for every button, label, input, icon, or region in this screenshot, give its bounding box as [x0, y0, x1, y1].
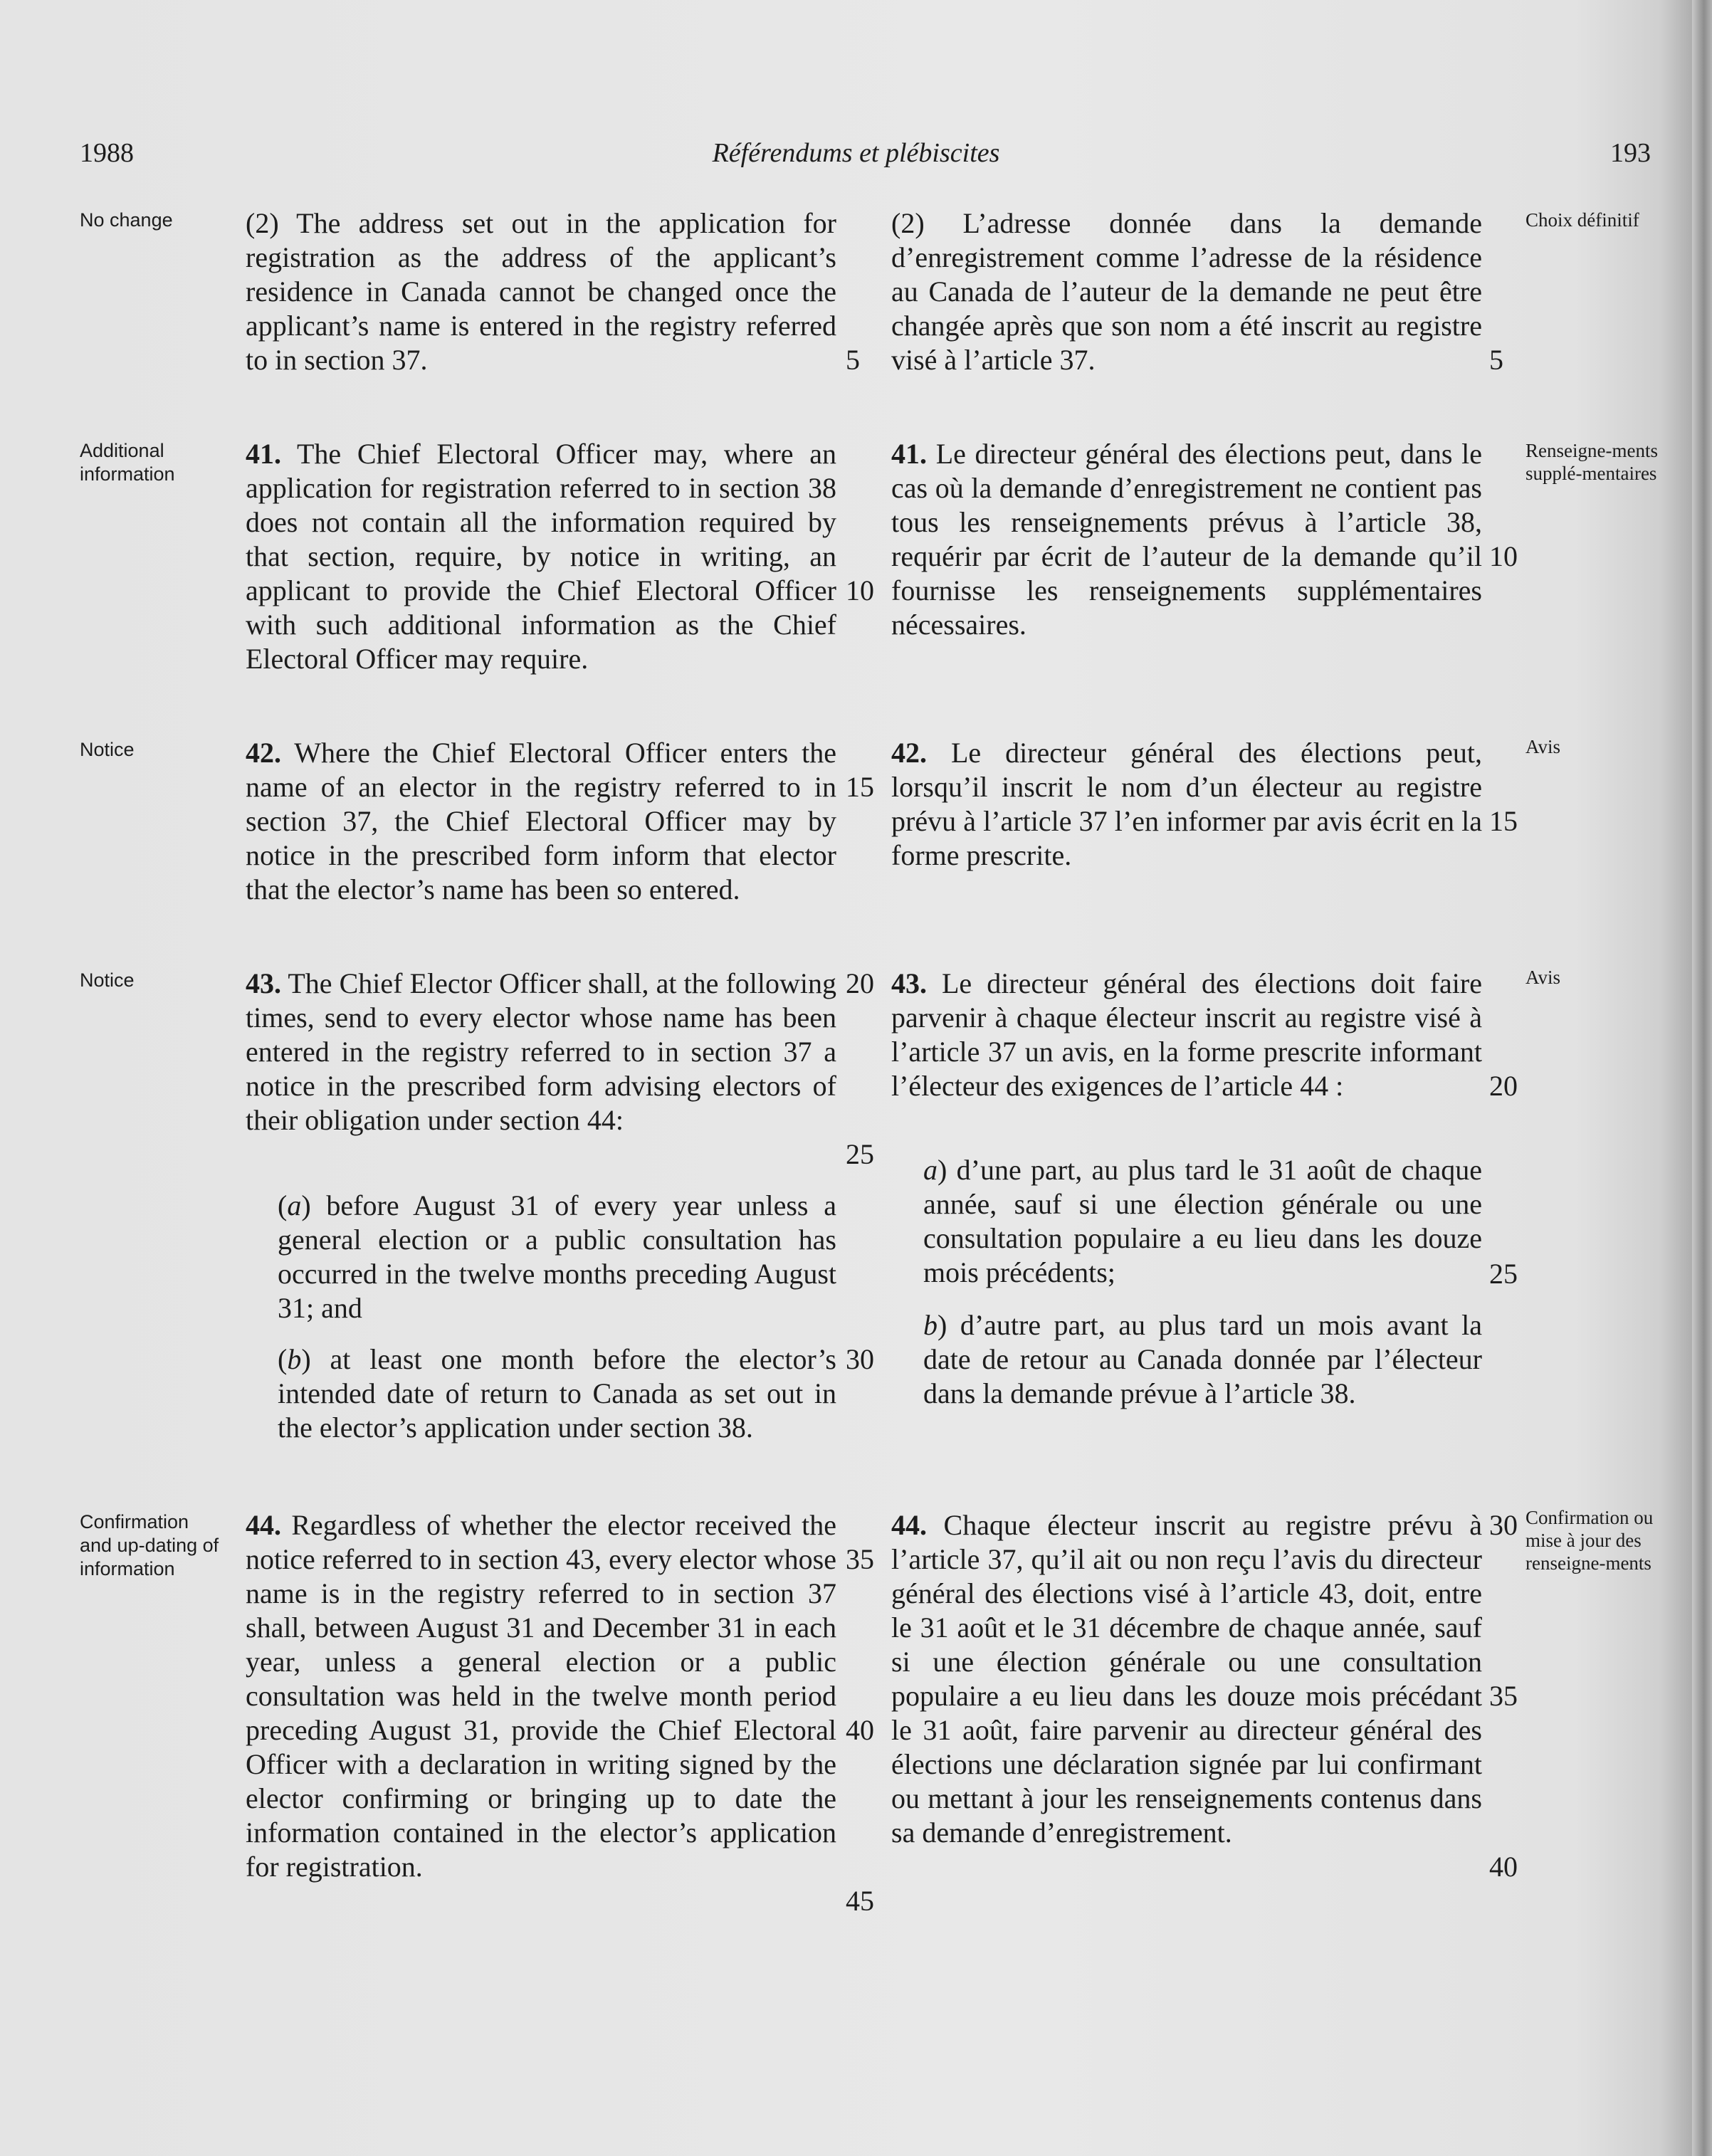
page-number: 193	[1610, 138, 1651, 168]
line-number: 25	[846, 1138, 874, 1170]
section-number: 42.	[246, 737, 281, 769]
header-title: Référendums et plébiscites	[712, 138, 1000, 168]
fr-paragraph-b: b) d’autre part, au plus tard un mois avant la date de retour au Canada donnée par l’électeur dans la demande prévue à l’article 38.	[923, 1309, 1482, 1409]
line-number: 30	[846, 1343, 874, 1375]
line-number: 30	[1489, 1509, 1518, 1541]
margin-note-fr: Avis	[1525, 736, 1561, 757]
en-text: The Chief Elector Officer shall, at the following times, send to every elector whose name has been entered in the registry referred to in section 37 a notice in the prescribed form advising electors of their obligation under section 44:	[246, 967, 836, 1136]
en-section-41	[246, 437, 836, 676]
en-section-40-2	[246, 206, 836, 377]
line-number: 25	[1489, 1258, 1518, 1290]
en-section-42	[246, 736, 836, 907]
section-number: 41.	[891, 438, 927, 470]
en-text: before August 31 of every year unless a general election or a public consultation has occurred in the twelve months preceding August 31; and	[278, 1189, 836, 1324]
en-text: The Chief Electoral Officer may, where an application for registration referred to in section 38 does not contain all the information required by that section, require, by notice in writing, an applicant to provide the Chief Electoral Officer with such additional information as the Chief Electoral Officer may require.	[246, 438, 836, 675]
en-section-44	[246, 1508, 836, 1884]
line-number: 45	[846, 1885, 874, 1917]
paragraph-label: b	[923, 1309, 938, 1341]
section-number: 44.	[246, 1509, 281, 1541]
paragraph-label: b	[287, 1343, 302, 1375]
margin-note-fr: Choix définitif	[1525, 209, 1639, 231]
line-number: 10	[846, 574, 874, 606]
margin-note-fr: Confirmation ou mise à jour des renseigne-ments	[1525, 1507, 1654, 1574]
margin-note-en: Confirmation and up-dating of information	[80, 1511, 219, 1579]
fr-section-44	[891, 1508, 1482, 1850]
en-text: at least one month before the elector’s intended date of return to Canada as set out in the elector’s application under section 38.	[278, 1343, 837, 1444]
section-number: 41.	[246, 438, 281, 470]
fr-section-40-2	[891, 206, 1482, 377]
fr-text: Le directeur général des élections peut, dans le cas où la demande d’enregistrement ne contient pas tous les renseignements prévus à l’article 38, requérir par écrit de l’auteur de la demande qu’il fournisse les renseignements supplémentaires nécessaires.	[891, 438, 1482, 641]
margin-note-fr: Renseigne-ments supplé-mentaires	[1525, 440, 1658, 484]
en-paragraph-b: (b) at least one month before the elector’s intended date of return to Canada as set out in the elector’s application under section 38.	[278, 1343, 837, 1444]
line-number: 15	[846, 771, 874, 803]
en-text: (2) The address set out in the application for registration as the address of the applicant’s residence in Canada cannot be changed once the applicant’s name is entered in the registry referred to in section 37.	[246, 207, 836, 376]
section-number: 43.	[891, 967, 927, 999]
margin-note-en: Additional information	[80, 440, 175, 485]
paragraph-label: a	[287, 1189, 302, 1221]
line-number: 20	[846, 967, 874, 999]
margin-note-en: Notice	[80, 739, 135, 760]
line-number: 35	[1489, 1680, 1518, 1712]
line-number: 5	[846, 344, 860, 376]
line-number: 20	[1489, 1070, 1518, 1102]
paragraph-label: a	[923, 1154, 938, 1186]
fr-text: d’autre part, au plus tard un mois avant la date de retour au Canada donnée par l’électeur dans la demande prévue à l’article 38.	[923, 1309, 1482, 1409]
en-section-43	[246, 967, 836, 1137]
line-number: 15	[1489, 805, 1518, 837]
line-number: 5	[1489, 344, 1503, 376]
line-number: 35	[846, 1543, 874, 1575]
line-number: 40	[1489, 1851, 1518, 1883]
line-number: 40	[846, 1714, 874, 1746]
fr-text: Chaque électeur inscrit au registre prévu à l’article 37, qu’il ait ou non reçu l’avis du directeur général des élections visé à l’article 43, doit, entre le 31 août et le 31 décembre de chaque année, sauf si une élection générale ou une consultation populaire a eu lieu dans les douze mois précédant le 31 août, faire parvenir au directeur général des élections une déclaration signée par lui confirmant ou mettant à jour les renseignements contenus dans sa demande d’enregistrement.	[891, 1509, 1483, 1849]
fr-text: Le directeur général des élections doit faire parvenir à chaque électeur inscrit au registre visé à l’article 37 un avis, en la forme prescrite informant l’électeur des exigences de l’article 44 :	[891, 967, 1482, 1102]
margin-note-fr: Avis	[1525, 967, 1561, 988]
en-text: Regardless of whether the elector received the notice referred to in section 43, every elector whose name is in the registry referred to in section 37 shall, between August 31 and December 31 in each year, unless a general election or a public consultation was held in the twelve month period preceding August 31, provide the Chief Electoral Officer with a declaration in writing signed by the elector confirming or bringing up to date the information contained in the elector’s application for registration.	[246, 1509, 837, 1883]
fr-section-43	[891, 967, 1482, 1103]
margin-note-en: Notice	[80, 969, 135, 991]
section-number: 44.	[891, 1509, 927, 1541]
line-number: 10	[1489, 540, 1518, 572]
section-number: 42.	[891, 737, 927, 769]
margin-note-en: No change	[80, 209, 173, 231]
en-paragraph-a: (a) before August 31 of every year unless a general election or a public consultation has occurred in the twelve months preceding August 31; and	[278, 1189, 836, 1324]
fr-section-42	[891, 736, 1482, 873]
fr-paragraph-a: a) d’une part, au plus tard le 31 août de chaque année, sauf si une élection générale ou une consultation populaire a eu lieu dans les douze mois précédents;	[923, 1154, 1482, 1288]
en-text: Where the Chief Electoral Officer enters the name of an elector in the registry referred to in section 37, the Chief Electoral Officer may by notice in the prescribed form inform that elector that the elector’s name has been so entered.	[246, 737, 837, 905]
header-year: 1988	[80, 138, 134, 168]
section-number: 43.	[246, 967, 281, 999]
fr-section-41	[891, 437, 1482, 642]
fr-text: d’une part, au plus tard le 31 août de chaque année, sauf si une élection générale ou une consultation populaire a eu lieu dans les douze mois précédents;	[923, 1154, 1482, 1288]
fr-text: (2) L’adresse donnée dans la demande d’enregistrement comme l’adresse de la résidence au Canada de l’auteur de la demande ne peut être changée après que son nom a été inscrit au registre visé à l’article 37.	[891, 207, 1482, 376]
page-edge-shadow	[1692, 0, 1712, 2156]
fr-text: Le directeur général des élections peut, lorsqu’il inscrit le nom d’un électeur au registre prévu à l’article 37 l’en informer par avis écrit en la forme prescrite.	[891, 737, 1482, 871]
